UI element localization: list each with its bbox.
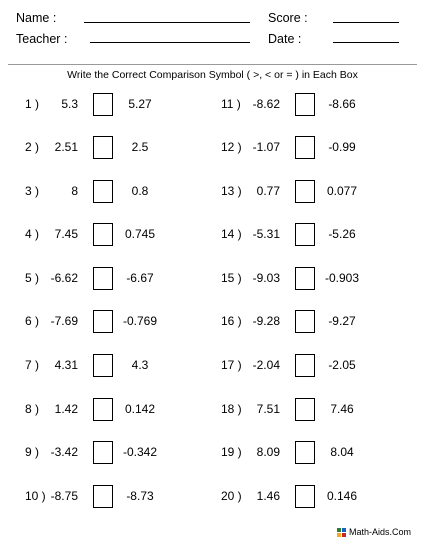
problem-right-value: -2.05 bbox=[328, 358, 356, 372]
name-label: Name : bbox=[16, 11, 57, 25]
answer-box[interactable] bbox=[93, 267, 113, 290]
answer-box[interactable] bbox=[93, 180, 113, 203]
problem-number: 11 ) bbox=[221, 97, 241, 111]
problem-right-value: -9.27 bbox=[328, 314, 356, 328]
problem-left-value: 5.3 bbox=[61, 97, 78, 111]
problem-left-value: 7.51 bbox=[256, 402, 280, 416]
problem-left-value: 8.09 bbox=[256, 445, 280, 459]
problem-number: 12 ) bbox=[221, 140, 242, 154]
problem-number: 8 ) bbox=[25, 402, 40, 416]
problem-number: 10 ) bbox=[25, 489, 46, 503]
problem-number: 13 ) bbox=[221, 184, 242, 198]
answer-box[interactable] bbox=[93, 485, 113, 508]
problem-right-value: 0.077 bbox=[326, 184, 358, 198]
problem-number: 15 ) bbox=[221, 271, 242, 285]
problem-left-value: -5.31 bbox=[252, 227, 280, 241]
problem-left-value: 1.42 bbox=[54, 402, 78, 416]
problem-right-value: 5.27 bbox=[128, 97, 152, 111]
problem-left-value: -9.28 bbox=[252, 314, 280, 328]
problem-number: 7 ) bbox=[25, 358, 40, 372]
footer-site-text: Math-Aids.Com bbox=[348, 527, 411, 537]
answer-box[interactable] bbox=[295, 354, 315, 377]
problem-left-value: -9.03 bbox=[252, 271, 280, 285]
score-line[interactable] bbox=[333, 22, 399, 23]
problem-number: 1 ) bbox=[25, 97, 40, 111]
problem-number: 5 ) bbox=[25, 271, 40, 285]
answer-box[interactable] bbox=[93, 136, 113, 159]
answer-box[interactable] bbox=[295, 136, 315, 159]
problem-left-value: 7.45 bbox=[54, 227, 78, 241]
problem-number: 6 ) bbox=[25, 314, 40, 328]
answer-box[interactable] bbox=[295, 267, 315, 290]
problem-left-value: -1.07 bbox=[252, 140, 280, 154]
teacher-label: Teacher : bbox=[16, 32, 68, 46]
problem-right-value: -5.26 bbox=[328, 227, 356, 241]
problem-left-value: -8.62 bbox=[252, 97, 280, 111]
name-line[interactable] bbox=[84, 22, 250, 23]
answer-box[interactable] bbox=[93, 93, 113, 116]
problem-number: 3 ) bbox=[25, 184, 40, 198]
problem-right-value: 2.5 bbox=[131, 140, 149, 154]
answer-box[interactable] bbox=[295, 398, 315, 421]
problem-right-value: 0.745 bbox=[124, 227, 156, 241]
problem-left-value: 2.51 bbox=[54, 140, 78, 154]
problem-right-value: -8.66 bbox=[328, 97, 356, 111]
problem-right-value: -0.342 bbox=[122, 445, 158, 459]
problem-number: 14 ) bbox=[221, 227, 242, 241]
answer-box[interactable] bbox=[295, 93, 315, 116]
problem-left-value: 0.77 bbox=[256, 184, 280, 198]
math-aids-logo-icon bbox=[337, 528, 346, 537]
problem-left-value: -6.62 bbox=[50, 271, 78, 285]
answer-box[interactable] bbox=[295, 310, 315, 333]
problem-left-value: 1.46 bbox=[256, 489, 280, 503]
problem-right-value: -8.73 bbox=[126, 489, 154, 503]
problem-right-value: 0.142 bbox=[124, 402, 156, 416]
problem-number: 2 ) bbox=[25, 140, 40, 154]
date-line[interactable] bbox=[333, 42, 399, 43]
answer-box[interactable] bbox=[93, 223, 113, 246]
problem-right-value: -0.99 bbox=[328, 140, 356, 154]
answer-box[interactable] bbox=[93, 441, 113, 464]
problem-right-value: 0.8 bbox=[131, 184, 149, 198]
teacher-line[interactable] bbox=[90, 42, 250, 43]
date-label: Date : bbox=[268, 32, 302, 46]
problem-left-value: 4.31 bbox=[54, 358, 78, 372]
answer-box[interactable] bbox=[93, 310, 113, 333]
problem-left-value: -8.75 bbox=[50, 489, 78, 503]
problem-left-value: -7.69 bbox=[50, 314, 78, 328]
answer-box[interactable] bbox=[295, 485, 315, 508]
problem-number: 9 ) bbox=[25, 445, 40, 459]
answer-box[interactable] bbox=[295, 180, 315, 203]
problem-right-value: -0.903 bbox=[324, 271, 360, 285]
footer-logo bbox=[337, 527, 411, 537]
problem-right-value: 4.3 bbox=[131, 358, 149, 372]
problem-right-value: 8.04 bbox=[330, 445, 354, 459]
problem-number: 16 ) bbox=[221, 314, 242, 328]
problem-right-value: -6.67 bbox=[126, 271, 154, 285]
problem-number: 4 ) bbox=[25, 227, 40, 241]
answer-box[interactable] bbox=[93, 354, 113, 377]
problem-number: 18 ) bbox=[221, 402, 242, 416]
problem-number: 17 ) bbox=[221, 358, 242, 372]
header-divider bbox=[8, 64, 417, 65]
answer-box[interactable] bbox=[295, 441, 315, 464]
problem-number: 20 ) bbox=[221, 489, 242, 503]
problem-left-value: -2.04 bbox=[252, 358, 280, 372]
answer-box[interactable] bbox=[93, 398, 113, 421]
problem-right-value: 0.146 bbox=[326, 489, 358, 503]
problem-number: 19 ) bbox=[221, 445, 242, 459]
problem-left-value: 8 bbox=[71, 184, 78, 198]
problem-left-value: -3.42 bbox=[50, 445, 78, 459]
problem-right-value: -0.769 bbox=[122, 314, 158, 328]
score-label: Score : bbox=[268, 11, 308, 25]
instructions: Write the Correct Comparison Symbol ( >, < or = ) in Each Box bbox=[67, 69, 358, 81]
answer-box[interactable] bbox=[295, 223, 315, 246]
problem-right-value: 7.46 bbox=[330, 402, 354, 416]
